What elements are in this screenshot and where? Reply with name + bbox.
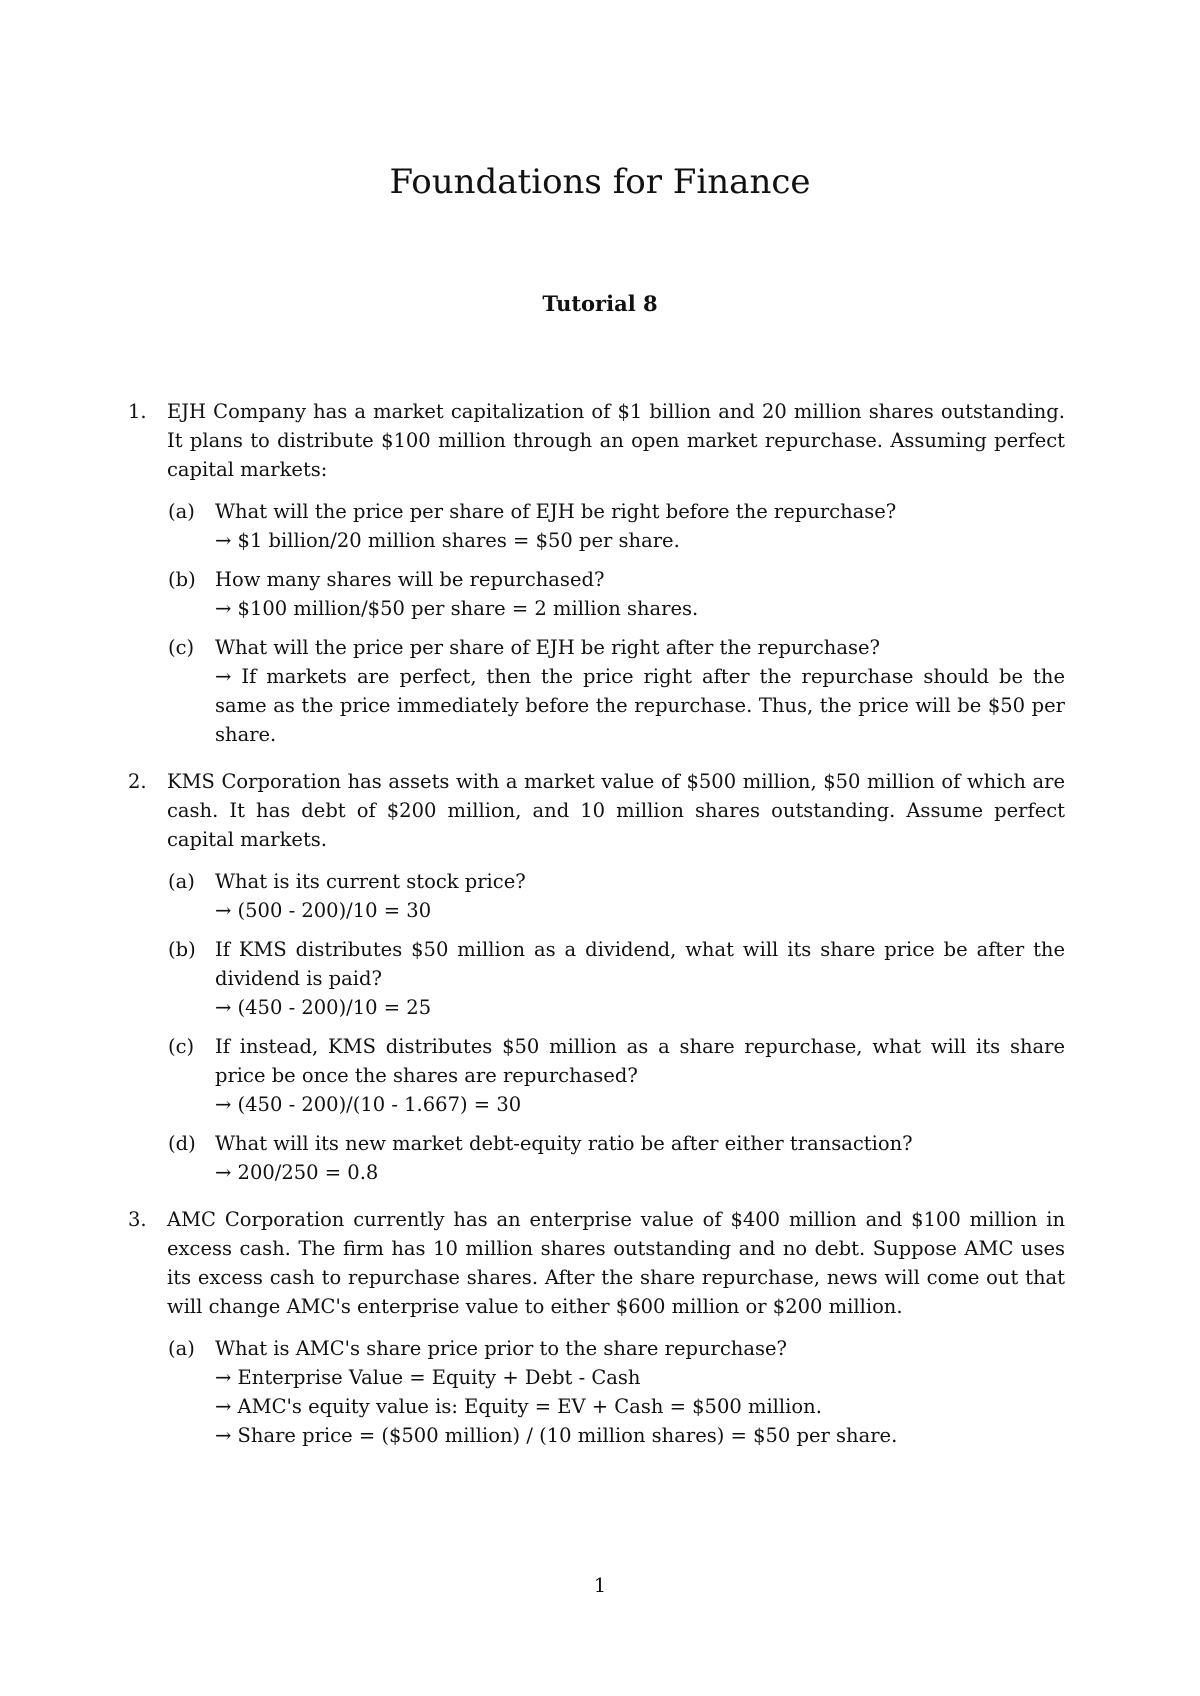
question-text: KMS Corporation has assets with a market value of $500 million, $50 million of which are cash. It has debt of $200 million, and 10 million shares outstanding. Assume perfect capital markets. <box>167 770 1065 851</box>
part-label: (a) <box>168 500 195 523</box>
part-question: If instead, KMS distributes $50 million as a share repurchase, what will its share price be once the shares are repurchased? <box>215 1035 1065 1087</box>
part-answer: → (450 - 200)/(10 - 1.667) = 30 <box>215 1093 522 1116</box>
part-answer: → (450 - 200)/10 = 25 <box>215 996 432 1019</box>
question-parts <box>167 867 1065 1187</box>
question-part <box>167 935 1065 1022</box>
question-parts <box>167 1334 1065 1450</box>
part-question: What will the price per share of EJH be right before the repurchase? <box>215 500 897 523</box>
question-part <box>167 633 1065 749</box>
part-label: (b) <box>168 938 196 961</box>
part-label: (c) <box>168 636 195 659</box>
question-number: 1. <box>128 400 147 423</box>
question-text: AMC Corporation currently has an enterprise value of $400 million and $100 million in excess cash. The firm has 10 million shares outstanding and no debt. Suppose AMC uses its excess cash to repurchase shares. After the share repurchase, news will come out that will change AMC's enterprise value to either $600 million or $200 million. <box>167 1208 1065 1318</box>
question-number: 2. <box>128 770 147 793</box>
part-question: If KMS distributes $50 million as a dividend, what will its share price be after the dividend is paid? <box>215 938 1065 990</box>
question-1 <box>128 397 1065 749</box>
part-question: What is its current stock price? <box>215 870 526 893</box>
part-label: (c) <box>168 1035 195 1058</box>
part-label: (a) <box>168 1337 195 1360</box>
question-text: EJH Company has a market capitalization of $1 billion and 20 million shares outstanding. It plans to distribute $100 million through an open market repurchase. Assuming perfect capital markets: <box>167 400 1065 481</box>
part-answer: → Enterprise Value = Equity + Debt - Cash <box>215 1366 641 1389</box>
part-label: (a) <box>168 870 195 893</box>
page-number: 1 <box>593 1574 607 1597</box>
question-list <box>128 397 1065 1468</box>
part-question: What will its new market debt-equity ratio be after either transaction? <box>215 1132 913 1155</box>
part-answer: → (500 - 200)/10 = 30 <box>215 899 432 922</box>
part-label: (d) <box>168 1132 196 1155</box>
tutorial-heading: Tutorial 8 <box>542 291 658 316</box>
question-part <box>167 867 1065 925</box>
question-3 <box>128 1205 1065 1450</box>
part-answer: → $1 billion/20 million shares = $50 per share. <box>215 529 680 552</box>
document-title: Foundations for Finance <box>389 162 811 202</box>
question-2 <box>128 767 1065 1187</box>
question-part <box>167 497 1065 555</box>
part-question: How many shares will be repurchased? <box>215 568 605 591</box>
question-parts <box>167 497 1065 749</box>
question-part <box>167 1334 1065 1450</box>
part-answer: → AMC's equity value is: Equity = EV + Cash = $500 million. <box>215 1395 822 1418</box>
part-answer: → $100 million/$50 per share = 2 million shares. <box>215 597 699 620</box>
part-label: (b) <box>168 568 196 591</box>
question-part <box>167 565 1065 623</box>
part-question: What is AMC's share price prior to the share repurchase? <box>215 1337 787 1360</box>
question-number: 3. <box>128 1208 147 1231</box>
part-answer: → 200/250 = 0.8 <box>215 1161 379 1184</box>
part-answer: → If markets are perfect, then the price right after the repurchase should be the same as the price immediately before the repurchase. Thus, the price will be $50 per share. <box>215 665 1065 746</box>
part-question: What will the price per share of EJH be right after the repurchase? <box>215 636 880 659</box>
question-part <box>167 1129 1065 1187</box>
question-part <box>167 1032 1065 1119</box>
part-answer: → Share price = ($500 million) / (10 million shares) = $50 per share. <box>215 1424 898 1447</box>
